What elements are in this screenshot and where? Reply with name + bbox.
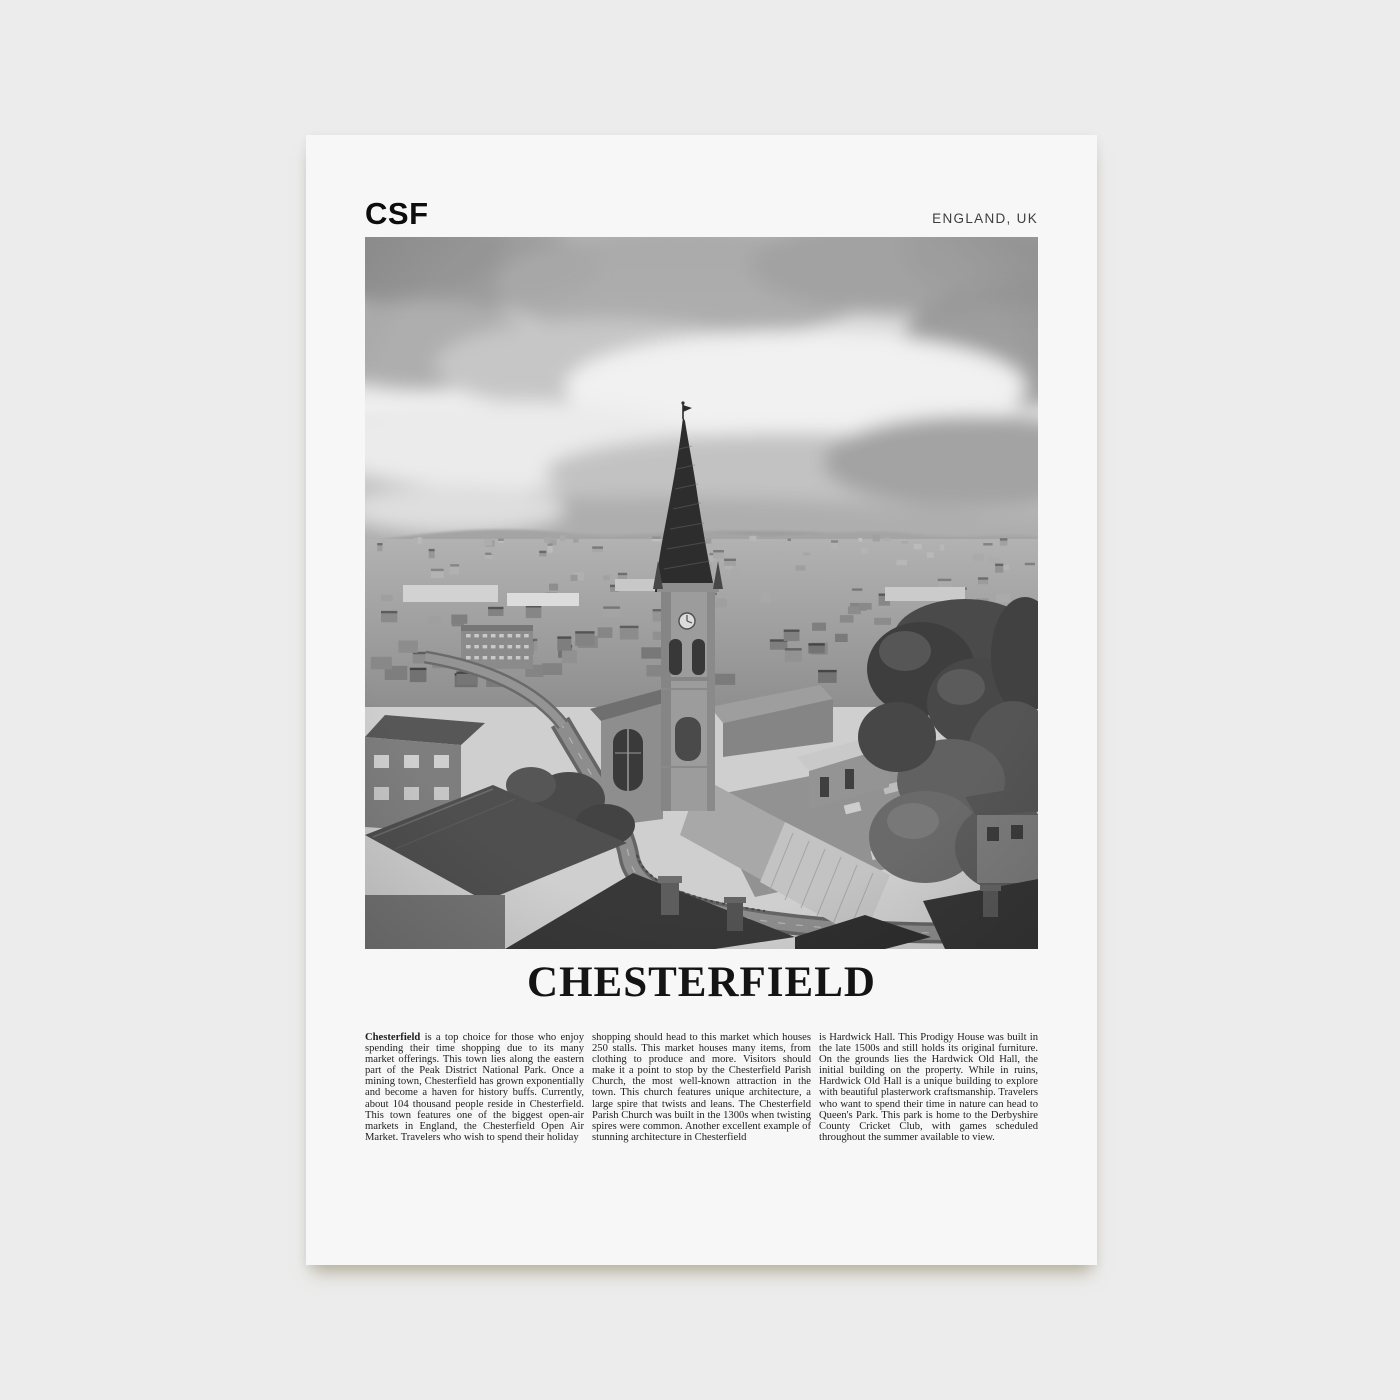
article-columns — [365, 1032, 1038, 1143]
article-column-1 — [365, 1032, 584, 1143]
article-column-1-text: is a top choice for those who enjoy spending their time shopping due to its many market offerings. This town lies along the eastern part of the Peak District National Park. Once a mining town, Chesterfield has grown exponentially and become a haven for history buffs. Currently, about 104 thousand people reside in Chesterfield. This town features one of the biggest open-air markets in England, the Chesterfield Open Air Market. Travelers who wish to spend their holiday — [365, 1032, 584, 1143]
city-photo-illustration — [365, 237, 1038, 949]
article-column-2-text: shopping should head to this market which houses 250 stalls. This market houses many items, from clothing to produce and more. Visitors should make it a point to stop by the Chesterfield Parish Church, the most well-known attraction in the town. This church features unique architecture, a large spire that twists and leans. The Chesterfield Parish Church was built in the 1300s when twisting spires were common. Another excellent example of stunning architecture in Chesterfield — [592, 1032, 811, 1143]
article-column-3-text: is Hardwick Hall. This Prodigy House was built in the late 1500s and still holds its original furniture. On the grounds lies the Hardwick Old Hall, the initial building on the property. While in ruins, Hardwick Old Hall is a unique building to explore with beautiful plasterwork craftsmanship. Travelers who want to spend their time in nature can head to Queen's Park. This park is home to the Derbyshire County Cricket Club, with games scheduled throughout the summer available to view. — [819, 1032, 1038, 1143]
poster-header — [365, 195, 1038, 229]
brand-text: CSF — [365, 196, 429, 231]
city-photo — [365, 237, 1038, 949]
poster — [306, 135, 1097, 1265]
article-column-3 — [819, 1032, 1038, 1143]
article-lead-word: Chesterfield — [365, 1032, 421, 1043]
poster-title: CHESTERFIELD — [527, 959, 876, 1006]
location-text: ENGLAND, UK — [932, 211, 1038, 227]
article-column-2 — [592, 1032, 811, 1143]
